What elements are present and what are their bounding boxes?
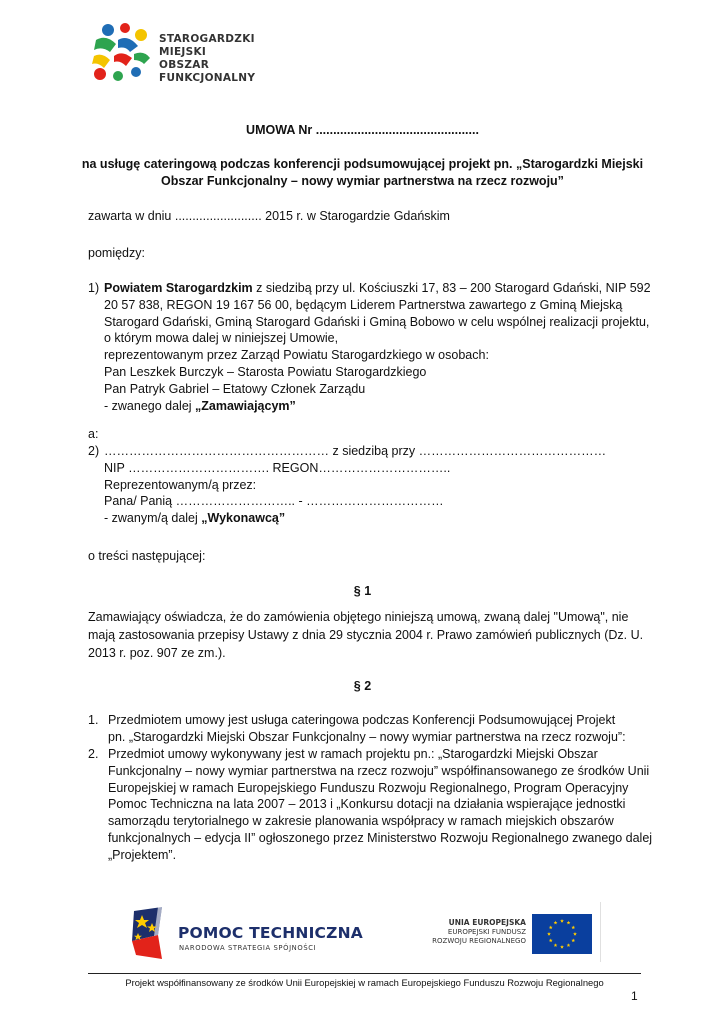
subject-line-2: Obszar Funkcjonalny – nowy wymiar partnerstwa na rzecz rozwoju” — [161, 174, 564, 188]
content-intro: o treści następującej: — [88, 549, 206, 563]
section-1-body — [88, 608, 644, 662]
contract-subject — [60, 156, 665, 190]
item-2-line-2: Funkcjonalny – nowy wymiar partnerstwa na rzecz rozwoju” współfinansowanego ze środków Unii — [108, 763, 650, 778]
section-1-line-2: mają zastosowania przepisy Ustawy z dnia 29 stycznia 2004 r. Prawo zamówień publicznych (Dz. U. — [88, 628, 644, 642]
item-2-line-6: funkcjonalnych – edycja II” ogłoszonego przez Ministerstwo Rozwoju Regionalnego zwanego dalej — [108, 830, 653, 845]
item-2-line-4: Pomoc Techniczna na lata 2007 – 2013 i „Konkursu dotacji na działania wspierające jednostki — [108, 797, 626, 812]
section-1-line-3: 2013 r. poz. 907 ze zm.). — [88, 646, 226, 660]
item-2-line-5: samorządu terytorialnego w zakresie planowania współpracy w ramach miejskich obszarów — [108, 814, 614, 829]
party1-called — [104, 398, 638, 415]
logo-line-2: MIEJSKI OBSZAR — [159, 46, 210, 71]
party1-line-1 — [104, 280, 651, 297]
logo-line-3: FUNKCJONALNY — [159, 72, 256, 84]
pomoc-techniczna-logo — [128, 905, 363, 963]
pomoc-techniczna-flag-icon — [128, 905, 168, 961]
party2-line-3: Reprezentowanym/ą przez: — [104, 477, 257, 492]
item-1-line-1: Przedmiotem umowy jest usługa cateringowa podczas Konferencji Podsumowującej Projekt — [108, 713, 616, 727]
party2-line-2: NIP ……………………………. REGON………………………….. — [104, 460, 451, 475]
party2-called-name: „Wykonawcą” — [201, 511, 286, 526]
smof-logo — [88, 22, 256, 84]
concluded-line: zawarta w dniu ......................... 2015 r. w Starogardzie Gdańskim — [88, 209, 450, 223]
party2-line-1: ……………………………………………… z siedzibą przy ……………………………………… — [104, 444, 607, 458]
item-2-line-1: Przedmiot umowy wykonywany jest w ramach projektu pn.: „Starogardzki Miejski Obszar — [108, 747, 598, 761]
item-1-line-2: pn. „Starogardzki Miejski Obszar Funkcjonalny – nowy wymiar partnerstwa na rzecz rozwoju”: — [108, 729, 626, 744]
party1-called-prefix: - zwanego dalej — [104, 398, 196, 413]
party1-line-2: 20 57 838, REGON 19 167 56 00, będącym Liderem Partnerstwa zawartego z Gminą Miejską — [104, 297, 623, 312]
party1-number: 1) — [88, 281, 100, 295]
party2-line-4: Pana/ Panią ……………………….. - …………………………… — [104, 494, 444, 509]
eu-flag-icon — [532, 914, 592, 954]
section-1-line-1: Zamawiający oświadcza, że do zamówienia objętego niniejszą umową, zwaną dalej "Umową", nie — [88, 610, 629, 624]
section-2-item-1-number: 1. — [88, 713, 99, 727]
smof-logo-icon — [88, 22, 154, 84]
party1-line-3: Starogard Gdański, Gminą Starogard Gdański i Gminą Bobowo w celu wspólnej realizacji projektu, — [104, 314, 650, 329]
cofinanced-note: Projekt współfinansowany ze środków Unii Europejskiej w ramach Europejskiego Funduszu Rozwoju Regionalnego — [125, 977, 604, 988]
eu-line-2: EUROPEJSKI FUNDUSZ — [447, 927, 526, 936]
item-2-line-3: Europejskiej w ramach Europejskiego Funduszu Rozwoju Regionalnego, Program Operacyjny — [108, 780, 629, 795]
logo-line-1: STAROGARDZKI — [159, 33, 255, 45]
and-label: a: — [88, 427, 99, 441]
party1-block — [104, 280, 651, 414]
party2-called-prefix: - zwanym/ą dalej — [104, 511, 202, 526]
page-number: 1 — [631, 989, 638, 1003]
eu-line-3: ROZWOJU REGIONALNEGO — [432, 937, 526, 945]
section-2-heading: § 2 — [353, 679, 372, 693]
party1-line-4: o którym mowa dalej w niniejszej Umowie, — [104, 331, 339, 346]
party2-block — [104, 443, 606, 527]
smof-logo-text — [159, 33, 255, 85]
pt-title: POMOC TECHNICZNA — [178, 924, 363, 942]
subject-line-1: na usługę cateringową podczas konferencji podsumowującej projekt pn. „Starogardzki Miejski — [81, 157, 644, 171]
item-2-line-7: „Projektem”. — [108, 847, 177, 862]
party1-line-7: Pan Patryk Gabriel – Etatowy Członek Zarządu — [104, 381, 366, 396]
party1-called-name: „Zamawiającym” — [195, 398, 296, 413]
party1-line-6: Pan Leszkek Burczyk – Starosta Powiatu Starogardzkiego — [104, 364, 427, 379]
party2-number: 2) — [88, 444, 100, 458]
party1-line-5: reprezentowanym przez Zarząd Powiatu Starogardzkiego w osobach: — [104, 348, 489, 363]
between-line: pomiędzy: — [88, 246, 145, 260]
eu-text — [420, 918, 526, 947]
eu-line-1: UNIA EUROPEJSKA — [448, 918, 526, 927]
eu-logo — [420, 912, 605, 957]
contract-number: UMOWA Nr ............................................... — [246, 123, 479, 137]
pt-subtitle: NARODOWA STRATEGIA SPÓJNOŚCI — [179, 944, 317, 952]
section-2-item-2 — [108, 746, 652, 864]
party1-name: Powiatem Starogardzkim — [104, 281, 253, 295]
contract-title — [0, 122, 725, 139]
footer-rule — [88, 973, 641, 974]
section-1-heading: § 1 — [353, 584, 372, 598]
eu-separator — [600, 902, 601, 962]
section-2-item-1 — [108, 712, 626, 746]
party2-called — [104, 510, 606, 527]
party1-line-1-rest: z siedzibą przy ul. Kościuszki 17, 83 – 200 Starogard Gdański, NIP 592 — [252, 281, 651, 295]
section-2-item-2-number: 2. — [88, 747, 99, 761]
